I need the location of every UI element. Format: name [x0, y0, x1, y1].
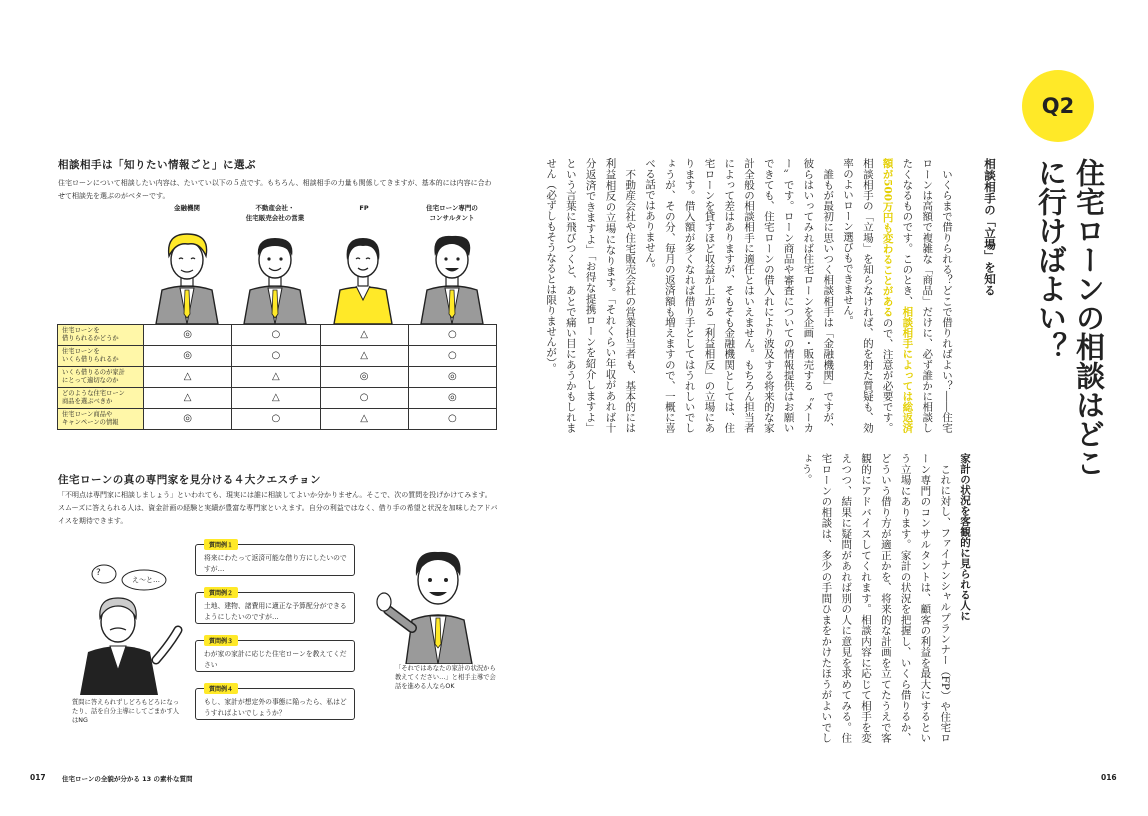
mark-cell: △ — [144, 388, 232, 409]
mark-cell: ○ — [232, 346, 320, 367]
question-label: 質問例１ — [204, 539, 238, 550]
caption-ng: 質問に答えられずしどろもどろになったり、話を自分主導にしてごまかす人はNG — [72, 699, 180, 724]
mark-cell: △ — [320, 409, 408, 430]
confused-person-illustration — [70, 560, 190, 695]
q2-badge: Q2 — [1022, 70, 1094, 142]
mark-cell: ○ — [408, 325, 496, 346]
article-body-2 — [654, 453, 974, 743]
question-box-1 — [195, 544, 355, 576]
column-head-bank-label: 金融機関 — [174, 204, 200, 212]
question-text: わが家の家計に応じた住宅ローンを教えてください — [204, 650, 347, 669]
table-row — [58, 367, 497, 388]
mark-cell: ○ — [232, 325, 320, 346]
question-label: 質問例３ — [204, 635, 238, 646]
consultant-illustration — [417, 228, 487, 324]
salesperson-illustration — [240, 228, 310, 324]
column-head-fp — [320, 203, 408, 213]
body1-b: ので、注意が必要です。相談相手の「立場」を知らなければ、的を射た質疑も、効率のよいローン選びもできません。 誰もが最初に思いつく相談相手は「金融機関」ですが、彼らはいってみれば住宅ローンを企画・販売する〝メーカー〟です。ローン商品や審査についての情報提供はお願いできても、住宅ローンの借入れにより波及する将来的な家計全般の相談相手に適任とはいえません。もちろん担当者によって差はありますが、そもそも金融機関としては、住宅ローンを貸すほど収益が上がる「利益相反」の立場にあります。借入額が多くなれば借り手としてはうれしいでしょうが、その分、毎月の返済額も増えますので、一概に喜べる話ではありません。 不動産会社や住宅販売会社の営業担当者も、基本的には利益相反の立場になります。「それくらい年収があれば十分返済できますよ」「お得な提携ローンを紹介しますよ」という言葉に飛びつくと、あとで痛い目にあうかもしれません（必ずしもそうなるとは限りませんが）。 — [545, 158, 894, 433]
row-label: 住宅ローンを いくら借りられるか — [58, 346, 144, 367]
question-box-3 — [195, 640, 355, 672]
question-box-4 — [195, 688, 355, 720]
comparison-table — [57, 324, 497, 430]
row-label: 住宅ローン商品や キャンペーンの情報 — [58, 409, 144, 430]
mark-cell: △ — [320, 325, 408, 346]
body2-text: これに対し、ファイナンシャルプランナー（FP）や住宅ローン専門のコンサルタントは、顧客の利益を最大にするという立場にあります。家計の状況を把握し、いくら借りるか、どういう借り方が適正かを、将来的な計画を立てたうえで客観的にアドバイスしてくれます。相談内容に応じて相手を変えつつ、結果に疑問があれば別の人に意見を求めてみる。住宅ローンの相談は、多少の手間ひまをかけたほうがよいでしょう。 — [800, 453, 952, 743]
table-row — [58, 346, 497, 367]
table-row — [58, 325, 497, 346]
waving-consultant-illustration — [372, 540, 492, 664]
mark-cell: △ — [232, 388, 320, 409]
column-head-consultant-label: 住宅ローン専門の コンサルタント — [426, 204, 478, 222]
question-box-2 — [195, 592, 355, 624]
article-body-1 — [545, 158, 956, 434]
question-text: もし、家計が想定外の事態に陥ったら、私はどうすればよいでしょうか？ — [204, 698, 347, 717]
bubble-ummm: え〜と… — [132, 576, 160, 584]
mark-cell: ○ — [408, 346, 496, 367]
mark-cell: ◎ — [408, 367, 496, 388]
page-number-right: 016 — [1101, 773, 1117, 782]
mark-cell: △ — [144, 367, 232, 388]
mark-cell: ○ — [408, 409, 496, 430]
mark-cell: ◎ — [144, 346, 232, 367]
running-head: 住宅ローンの全貌が分かる 13 の素朴な質問 — [62, 775, 193, 783]
mark-cell: ○ — [320, 388, 408, 409]
body1-a: いくらまで借りられる？どこで借りればよい？――住宅ローンは高額で複雑な「商品」だけに、必ず誰かに相談したくなるものです。このとき、 — [901, 158, 953, 433]
right-page — [545, 0, 1148, 816]
column-head-realestate-label: 不動産会社・ 住宅販売会社の営業 — [245, 204, 305, 222]
row-label: どのような住宅ローン 商品を選ぶべきか — [58, 388, 144, 409]
mark-cell: ◎ — [408, 388, 496, 409]
mark-cell: ◎ — [144, 325, 232, 346]
column-head-realestate — [231, 203, 319, 223]
bubble-question: ? — [96, 568, 101, 578]
mark-cell: ◎ — [144, 409, 232, 430]
column-head-fp-label: FP — [359, 204, 369, 212]
question-text: 将来にわたって返済可能な借り方にしたいのですが… — [204, 554, 347, 573]
section1-text: 住宅ローンについて相談したい内容は、たいてい以下の５点です。もちろん、相談相手の力量も関係してきますが、基本的には内容に合わせて相談先を選ぶのがベターです。 — [58, 179, 492, 200]
mark-cell: ◎ — [320, 367, 408, 388]
question-label: 質問例２ — [204, 587, 238, 598]
column-head-bank — [143, 203, 231, 213]
article-title: 住宅ローンの相談はどこに行けばよい？ — [1034, 158, 1106, 477]
section2-title: 住宅ローンの真の専門家を見分ける４大クエスチョン — [58, 474, 322, 486]
row-label: 住宅ローンを 借りられるかどうか — [58, 325, 144, 346]
table-row — [58, 409, 497, 430]
table-row — [58, 388, 497, 409]
mark-cell: ○ — [232, 409, 320, 430]
body1-highlight: 相談相手によっては総返済額が500万円も変わることがある — [881, 158, 914, 434]
page-number-left: 017 — [30, 773, 46, 782]
caption-ok: 「それではあなたの家計の状況から教えてください…」と相手主導で会話を進める人ならOK — [395, 665, 496, 690]
banker-illustration — [152, 228, 222, 324]
section-heading: 家計の状況を客観的に見られる人に — [959, 453, 971, 621]
row-label: いくら借りるのが家計 にとって適切なのか — [58, 367, 144, 388]
fp-illustration — [328, 228, 398, 324]
article-subtitle: 相談相手の「立場」を知る — [983, 158, 997, 296]
section2-text: 「不明点は専門家に相談しましょう」といわれても、現実には誰に相談してよいか分かりません。そこで、次の質問を投げかけてみます。スムーズに答えられる人は、資金計画の経験と実績が豊富な専門家といえます。自分の利益ではなく、借り手の希望と状況を加味したアドバイスを期待できます。 — [58, 491, 498, 525]
question-label: 質問例４ — [204, 683, 238, 694]
question-text: 土地、建物、諸費用に適正な予算配分ができるようにしたいのですが… — [204, 602, 347, 621]
section1-title: 相談相手は「知りたい情報ごと」に選ぶ — [58, 159, 256, 171]
mark-cell: △ — [320, 346, 408, 367]
mark-cell: △ — [232, 367, 320, 388]
column-head-consultant — [408, 203, 496, 223]
